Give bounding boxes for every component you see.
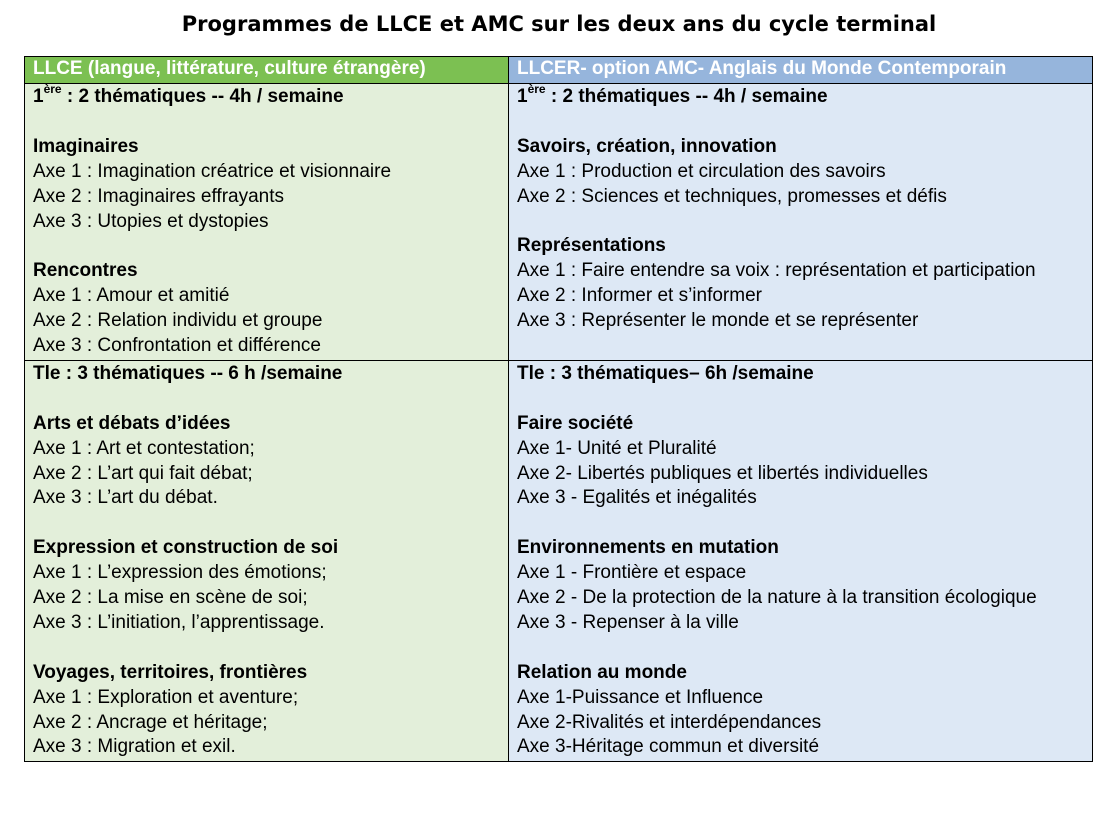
spacer	[33, 234, 500, 259]
level-prefix: 1	[517, 86, 528, 107]
axe-item: Axe 1-Puissance et Influence	[517, 686, 764, 708]
axe-item: Axe 3 - Repenser à la ville	[517, 611, 739, 633]
page-title: Programmes de LLCE et AMC sur les deux ans du cycle terminal	[181, 12, 937, 36]
axe-item: Axe 1 : Production et circulation des savoirs	[517, 160, 886, 182]
cell-amc	[509, 360, 1093, 761]
axe-item: Axe 1 : Exploration et aventure;	[33, 686, 299, 708]
level-prefix: Tle : 3 thématiques– 6h /semaine	[517, 362, 814, 384]
axe-item: Axe 1 : L’expression des émotions;	[33, 562, 327, 584]
spacer	[33, 387, 500, 412]
cell-amc	[509, 81, 1093, 361]
theme-title: Relation au monde	[517, 661, 687, 683]
header-llce: LLCE (langue, littérature, culture étrangère)	[25, 57, 509, 84]
cell-llce	[25, 81, 509, 361]
spacer	[33, 511, 500, 536]
theme-title: Représentations	[517, 235, 666, 257]
theme-title: Imaginaires	[33, 135, 139, 157]
table-row	[25, 360, 1093, 761]
level-superscript: ère	[527, 81, 546, 96]
spacer	[517, 511, 1084, 536]
level-heading	[517, 81, 1084, 110]
axe-item: Axe 2 : La mise en scène de soi;	[33, 587, 308, 609]
axe-item: Axe 3 - Egalités et inégalités	[517, 487, 757, 509]
axe-item: Axe 3 : Migration et exil.	[33, 736, 236, 758]
axe-item: Axe 2 - De la protection de la nature à la transition écologique	[517, 587, 1037, 609]
cell-llce	[25, 360, 509, 761]
level-heading	[33, 81, 500, 110]
spacer	[33, 110, 500, 135]
axe-item: Axe 2- Libertés publiques et libertés individuelles	[517, 462, 928, 484]
axe-item: Axe 3-Héritage commun et diversité	[517, 736, 820, 758]
axe-item: Axe 1 : Imagination créatrice et visionnaire	[33, 160, 392, 182]
spacer	[517, 210, 1084, 235]
spacer	[33, 636, 500, 661]
axe-item: Axe 1 - Frontière et espace	[517, 562, 747, 584]
level-heading	[33, 362, 500, 387]
axe-item: Axe 2-Rivalités et interdépendances	[517, 711, 822, 733]
programmes-table	[24, 56, 1093, 762]
axe-item: Axe 1 : Art et contestation;	[33, 437, 255, 459]
axe-item: Axe 2 : Imaginaires effrayants	[33, 185, 284, 207]
level-heading	[517, 362, 1084, 387]
spacer	[517, 110, 1084, 135]
axe-item: Axe 2 : Relation individu et groupe	[33, 310, 323, 332]
axe-item: Axe 2 : Informer et s’informer	[517, 285, 762, 307]
axe-item: Axe 3 : L’initiation, l’apprentissage.	[33, 611, 325, 633]
header-amc: LLCER- option AMC- Anglais du Monde Contemporain	[509, 57, 1093, 84]
theme-title: Rencontres	[33, 260, 138, 282]
theme-title: Environnements en mutation	[517, 537, 779, 559]
level-superscript: ère	[43, 81, 62, 96]
table-row	[25, 84, 1093, 361]
spacer	[517, 387, 1084, 412]
axe-item: Axe 2 : L’art qui fait débat;	[33, 462, 253, 484]
axe-item: Axe 2 : Ancrage et héritage;	[33, 711, 268, 733]
axe-item: Axe 1 : Amour et amitié	[33, 285, 230, 307]
theme-title: Expression et construction de soi	[33, 537, 339, 559]
axe-item: Axe 3 : Confrontation et différence	[33, 335, 321, 357]
axe-item: Axe 3 : L’art du débat.	[33, 487, 218, 509]
level-prefix: Tle : 3 thématiques -- 6 h /semaine	[33, 362, 343, 384]
spacer	[517, 636, 1084, 661]
axe-item: Axe 3 : Représenter le monde et se représenter	[517, 310, 919, 332]
axe-item: Axe 3 : Utopies et dystopies	[33, 210, 269, 232]
theme-title: Arts et débats d’idées	[33, 412, 231, 434]
level-prefix: 1	[33, 86, 44, 107]
axe-item: Axe 1 : Faire entendre sa voix : représentation et participation	[517, 260, 1036, 282]
theme-title: Savoirs, création, innovation	[517, 135, 777, 157]
theme-title: Faire société	[517, 412, 634, 434]
header-row	[25, 57, 1093, 84]
axe-item: Axe 1- Unité et Pluralité	[517, 437, 717, 459]
level-suffix: : 2 thématiques -- 4h / semaine	[61, 86, 344, 107]
axe-item: Axe 2 : Sciences et techniques, promesses et défis	[517, 185, 947, 207]
theme-title: Voyages, territoires, frontières	[33, 661, 308, 683]
level-suffix: : 2 thématiques -- 4h / semaine	[545, 86, 828, 107]
